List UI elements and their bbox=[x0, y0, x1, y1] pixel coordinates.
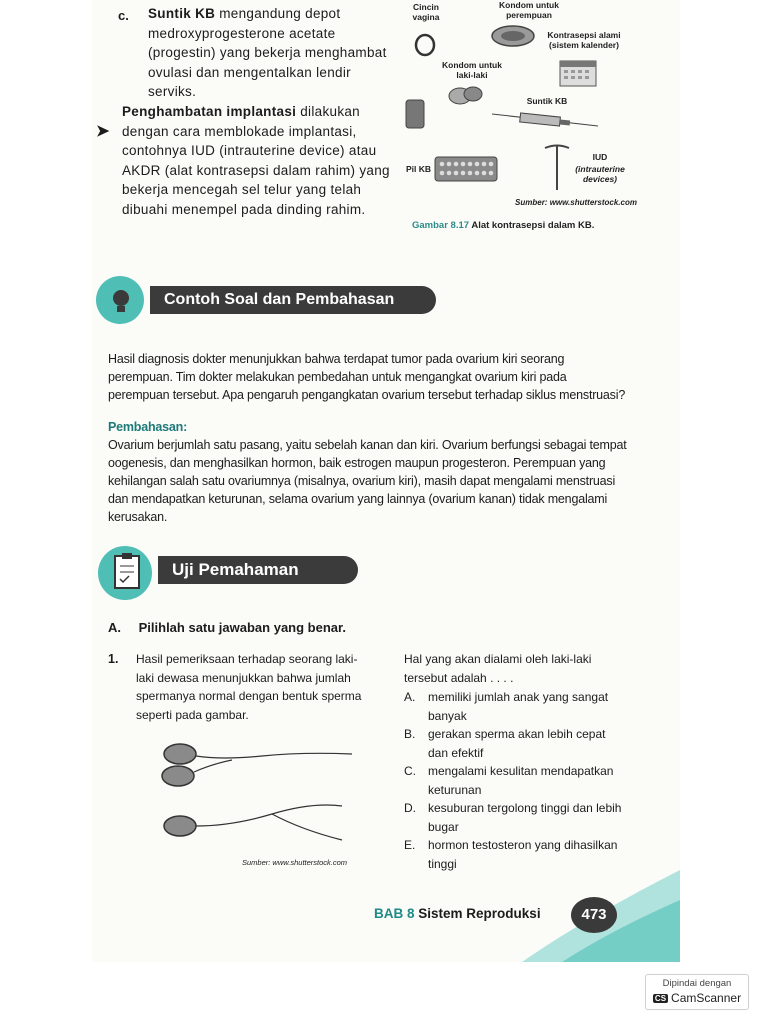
bullet-arrow: ➤ bbox=[96, 123, 110, 140]
iud-icon bbox=[542, 142, 572, 194]
item-marker-c: c. bbox=[118, 8, 129, 23]
instruction-letter: A. bbox=[108, 620, 121, 635]
implantasi-column bbox=[122, 102, 394, 231]
clipboard-icon bbox=[112, 552, 142, 592]
option-e-key: E. bbox=[404, 838, 416, 852]
implantasi-text: dilakukan dengan cara memblokade implantasi, contohnya IUD (intrauterine device) atau AKDR (alat kontrasepsi dalam rahim) yang bekerja mencegah sel telur yang telah dibuahi menempel pada dinding rahim. bbox=[122, 104, 390, 217]
suntik-text: mengandung depot medroxyprogesterone acetate (progestin) yang bekerja menghambat ovulasi dan mengentalkan lendir serviks. bbox=[148, 6, 387, 99]
vaginal-ring-icon bbox=[412, 32, 438, 60]
pembahasan-text: Ovarium berjumlah satu pasang, yaitu sebelah kanan dan kiri. Ovarium berfungsi sebagai tempat oogenesis, dan menghasilkan hormon, baik estrogen maupun progesteron. Perempuan yang kehilangan salah satu ovariumnya (misalnya, ovarium kiri), masih dapat mengalami menstruasi dan mendapatkan keturunan, selama ovarium yang lainnya (ovarium kanan) tidak mengalami kerusakan. bbox=[108, 438, 627, 524]
option-d[interactable] bbox=[404, 799, 626, 836]
suntik-paragraph bbox=[148, 4, 392, 102]
male-condom-icon bbox=[446, 84, 486, 106]
pill-pack-icon bbox=[434, 156, 498, 182]
option-d-key: D. bbox=[404, 801, 416, 815]
footer-chapter bbox=[374, 906, 541, 921]
footer-title: Sistem Reproduksi bbox=[418, 906, 541, 921]
footer-bab: BAB 8 bbox=[374, 906, 415, 921]
camscanner-watermark bbox=[645, 974, 749, 1010]
option-a-key: A. bbox=[404, 690, 416, 704]
female-condom-icon bbox=[490, 22, 536, 50]
option-c[interactable] bbox=[404, 762, 626, 799]
figure-caption-number: Gambar 8.17 bbox=[412, 220, 470, 231]
option-a[interactable] bbox=[404, 688, 626, 725]
option-d-text: kesuburan tergolong tinggi dan lebih bugar bbox=[428, 801, 622, 834]
camscanner-name: CamScanner bbox=[671, 991, 742, 1005]
instruction bbox=[108, 620, 346, 635]
q1-number: 1. bbox=[108, 652, 119, 666]
iud-label: IUD bbox=[592, 152, 608, 162]
contoh-question bbox=[108, 350, 628, 404]
figure-source: Sumber: www.shutterstock.com bbox=[515, 198, 637, 207]
q1-options-block bbox=[404, 650, 626, 873]
instruction-text: Pilihlah satu jawaban yang benar. bbox=[138, 620, 346, 635]
figure-caption-text: Alat kontrasepsi dalam KB. bbox=[471, 220, 595, 231]
suntik-label-fig: Suntik KB bbox=[526, 96, 568, 106]
q1-source: Sumber: www.shutterstock.com bbox=[242, 858, 348, 867]
option-a-text: memiliki jumlah anak yang sangat banyak bbox=[428, 690, 609, 723]
option-c-key: C. bbox=[404, 764, 416, 778]
pembahasan-label: Pembahasan: bbox=[108, 420, 188, 434]
kontrasepsi-alami-label: Kontrasepsi alami (sistem kalender) bbox=[547, 30, 621, 50]
cincin-label: Cincin vagina bbox=[412, 2, 440, 22]
option-b[interactable] bbox=[404, 725, 626, 762]
option-b-text: gerakan sperma akan lebih cepat dan efektif bbox=[428, 727, 606, 760]
sperm-illustration bbox=[152, 730, 352, 860]
top-text-column bbox=[148, 4, 392, 114]
camscanner-badge: CS bbox=[654, 994, 667, 1003]
camscanner-line1: Dipindai dengan bbox=[662, 978, 732, 989]
q1-continuation: Hal yang akan dialami oleh laki-laki tersebut adalah . . . . bbox=[404, 652, 592, 685]
lightbulb-icon bbox=[106, 286, 136, 316]
suntik-label: Suntik KB bbox=[148, 6, 216, 21]
implantasi-paragraph bbox=[122, 102, 394, 219]
contraception-figure bbox=[404, 0, 637, 215]
kondom-laki-label: Kondom untuk laki-laki bbox=[442, 60, 502, 80]
contoh-banner-title: Contoh Soal dan Pembahasan bbox=[150, 286, 436, 314]
pembahasan-block bbox=[108, 418, 628, 526]
option-e-text: hormon testosteron yang dihasilkan tinggi bbox=[428, 838, 618, 871]
page-number: 473 bbox=[571, 897, 617, 933]
q1-text-block bbox=[136, 650, 364, 724]
camscanner-line2 bbox=[646, 991, 748, 1005]
figure-caption bbox=[412, 220, 594, 231]
contoh-question-text: Hasil diagnosis dokter menunjukkan bahwa terdapat tumor pada ovarium kiri seorang perempuan. Tim dokter melakukan pembedahan untuk mengangkat ovarium kiri pada perempuan tersebut. Apa pengaruh pengangkatan ovarium tersebut terhadap siklus menstruasi? bbox=[108, 352, 626, 402]
implantasi-label: Penghambatan implantasi bbox=[122, 104, 297, 119]
pil-label: Pil KB bbox=[406, 164, 432, 174]
pill-box-icon bbox=[404, 98, 426, 130]
uji-banner-title: Uji Pemahaman bbox=[158, 556, 358, 584]
book-page bbox=[92, 0, 680, 962]
iud-sub-label: (intrauterine devices) bbox=[575, 164, 625, 184]
kondom-perempuan-label: Kondom untuk perempuan bbox=[499, 0, 559, 20]
syringe-icon bbox=[490, 108, 600, 132]
option-b-key: B. bbox=[404, 727, 416, 741]
option-c-text: mengalami kesulitan mendapatkan keturunan bbox=[428, 764, 614, 797]
q1-text: Hasil pemeriksaan terhadap seorang laki-laki dewasa menunjukkan bahwa jumlah spermanya normal dengan bentuk sperma seperti pada gambar. bbox=[136, 652, 362, 722]
calendar-icon bbox=[558, 58, 598, 88]
